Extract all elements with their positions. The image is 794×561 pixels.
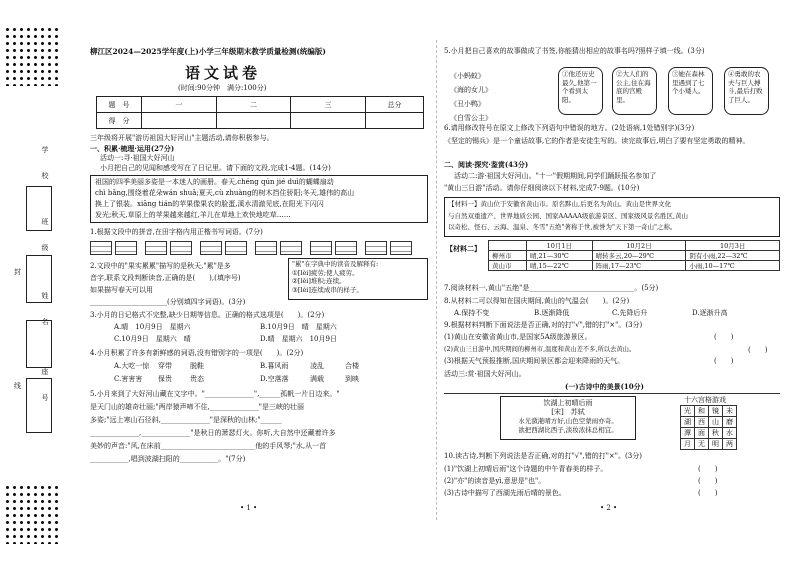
- passage-line: 祖国的四季美丽多姿是一本迷人的画册。春天,chéng qún jié duì的蝴蝶扇动: [95, 178, 334, 186]
- writing-grid-cell[interactable]: [200, 241, 222, 255]
- intro-text: 三年级将开展"游历祖国大好河山"主题活动,请你积极参与。: [90, 134, 274, 142]
- line-mark: 线: [14, 382, 21, 390]
- exam-title: 柳江区2024—2025学年度(上)小学三年级期末教学质量检测(统编版): [90, 47, 326, 56]
- q4-word: 到映: [345, 375, 359, 383]
- weather-row: [489, 251, 780, 261]
- q4-word: 贵态: [190, 375, 204, 383]
- grid-cell[interactable]: 磨: [723, 417, 737, 428]
- weather-cell: 阴有小雨,22—32℃: [686, 251, 780, 261]
- writing-grid-cell[interactable]: [280, 241, 302, 255]
- dict-line: ①[lèi]疲劳;使人疲劳。: [292, 268, 359, 277]
- q6-sentence[interactable]: 《坚定的锡兵》是一个童话故事,它的作者是安徒生写的。读完故事后,明白了要有坚定勇敢的精神。: [444, 137, 750, 145]
- passage-line: 发光;秋天,草原上的苹果越来越红,羊儿在草地上欢快地吃草……: [95, 211, 291, 219]
- grid-cell[interactable]: 无: [695, 439, 709, 450]
- grid-cell[interactable]: 秋: [709, 428, 723, 439]
- poem-line: 欲把西湖比西子,淡妆浓抹总相宜。: [518, 425, 618, 434]
- writing-grid-cell[interactable]: [115, 241, 137, 255]
- score-table: [96, 96, 424, 129]
- q3-option-c[interactable]: C.10月9日 星期六 晴: [114, 335, 191, 343]
- name-field[interactable]: [26, 320, 52, 368]
- q1-text: 1.根据文段中的拼音,在田字格内用正楷书写词语。(7分): [90, 228, 263, 236]
- writing-grid-cell[interactable]: [90, 241, 112, 255]
- grid-cell[interactable]: 和: [695, 406, 709, 417]
- page-divider: [436, 40, 438, 520]
- q8-option-b[interactable]: B.逐渐降低: [534, 309, 570, 317]
- sixteen-grid: [680, 405, 737, 450]
- weather-city: 柳州市: [489, 251, 527, 261]
- q4-word: 满载: [310, 375, 324, 383]
- weather-date: 10月2日: [592, 241, 686, 251]
- dict-line: "累"在字典中的读音及解释有:: [292, 260, 379, 268]
- weather-cell: 小雨,10—17℃: [686, 261, 780, 271]
- poem-author: [宋] 苏轼: [551, 408, 585, 416]
- q4-word: 穿带: [158, 362, 172, 370]
- q6-text: 6.请用修改符号在原文上修改下列语句中错误的地方。(2处语病,1处错别字)(3分): [444, 124, 695, 132]
- subject-title: 语文试卷: [185, 64, 262, 82]
- q8-text: 8.从材料二可以得知在国庆期间,黄山的气温会( )。(2分): [444, 297, 630, 305]
- bookmark-card[interactable]: ①他还历史最久,他第一个看到太阳。: [558, 67, 603, 115]
- score-col-1: 一: [142, 97, 217, 113]
- time-score: (时间:90分钟 满分:100分): [178, 84, 267, 92]
- q9-item: (1)黄山在安徽省黄山市,是国家5A级旅游景区。: [444, 333, 592, 341]
- material1-line: 与自然双重遗产、世界地质公园、国家AAAAA级旅游景区、国家级风景名胜区,黄山: [448, 211, 689, 220]
- weather-date: 10月1日: [526, 241, 592, 251]
- grid-cell[interactable]: 未: [723, 406, 737, 417]
- weather-city: 黄山市: [489, 261, 527, 271]
- answer-blank[interactable]: ( ): [698, 489, 718, 497]
- seat-label: 座 号: [41, 368, 49, 407]
- passage-line: 换上了银装。xiāng tián的苹果像果农的脸蛋,溪水清澈见底,在阳光下闪闪: [95, 200, 324, 208]
- activity1-title: 活动一:寻·祖国大好河山: [100, 154, 175, 162]
- grid-cell[interactable]: 光: [681, 406, 695, 417]
- seat-field[interactable]: [26, 378, 52, 433]
- score-row-label: 得 分: [97, 113, 142, 129]
- score-col-total: 总分: [366, 97, 424, 113]
- q8-option-c[interactable]: C.先降后升: [612, 309, 648, 317]
- q5b-text: 5.小月把自己喜欢的故事做成了书签,你能猜出相应的故事名吗?照样子填一线。(3分): [444, 47, 705, 55]
- score-cell[interactable]: [291, 113, 366, 129]
- grid-cell[interactable]: 面: [695, 428, 709, 439]
- score-table-header: [97, 97, 424, 113]
- q10-item: (1)"饮湖上初晴后雨"这个诗题的中午青春美的样子。: [444, 465, 608, 473]
- q5-line: 美妙的声音:"风,在床前___________________________他的手风琴;"水,从一首: [90, 442, 327, 450]
- pinyin-grid-row: [90, 240, 430, 259]
- class-label: 班 级: [41, 218, 49, 257]
- q4-word: 凌乱: [310, 362, 324, 370]
- q4-option-a[interactable]: A.大吃一惊: [114, 362, 150, 370]
- q3-option-b[interactable]: B.10月9日 晴 星期六: [260, 323, 337, 331]
- writing-grid-cell[interactable]: [310, 241, 332, 255]
- activity3-title: 活动三:赏·祖国大好河山。: [444, 370, 526, 378]
- grid-game-title: 十六宫格游戏: [684, 396, 726, 404]
- q4-word: 脱鞋: [190, 362, 204, 370]
- writing-grid-cell[interactable]: [225, 241, 247, 255]
- weather-cell: 晴,21—30℃: [526, 251, 592, 261]
- section1-title: 一、积累·梳理·运用(27分): [90, 144, 175, 153]
- writing-grid-cell[interactable]: [390, 241, 412, 255]
- q3-option-d[interactable]: D.晴 星期六 10月9日: [260, 335, 337, 343]
- weather-corner: [489, 241, 527, 251]
- poem-line: 水光潋滟晴方好,山色空蒙雨亦奇。: [518, 417, 618, 425]
- score-cell[interactable]: [216, 113, 291, 129]
- binding-dots-bottom: [4, 484, 62, 544]
- poem-title: 饮湖上初晴后雨: [543, 399, 593, 407]
- school-label: 学 校: [41, 146, 49, 185]
- weather-cell: 晴,15—22℃: [526, 261, 592, 271]
- answer-blank[interactable]: ( ): [714, 357, 734, 365]
- q4-text: 4.小月积累了许多有新鲜感的词语,没有错别字的一项是( )。(2分): [90, 349, 304, 357]
- grid-cell[interactable]: 两: [723, 439, 737, 450]
- weather-date: 10月3日: [686, 241, 780, 251]
- bookmark-card[interactable]: ③她在森林里遇到了七个小矮人。: [668, 67, 713, 115]
- q10-text: 10.读古诗,判断下列说法是否正确,对的打"√",错的打"×"。(3分): [444, 452, 642, 460]
- activity2-line: "黄山三日游"活动。请你仔细阅读以下材料,完成7-9题。(10分): [444, 184, 640, 192]
- q3-option-a[interactable]: A.晴 10月9日 星期六: [114, 323, 191, 331]
- grid-cell[interactable]: 山: [709, 417, 723, 428]
- writing-grid-cell[interactable]: [170, 241, 192, 255]
- story-title: 《丑小鸭》: [450, 100, 485, 108]
- q2-line: ______________________(分别填四字词语)。(3分): [90, 298, 246, 306]
- activity2-line: 活动二:游·祖国大好河山。"十一"假期期间,同学们踊跃报名参加了: [454, 172, 657, 180]
- weather-table: [488, 240, 780, 271]
- answer-blank[interactable]: ( ): [714, 333, 734, 341]
- name-label: 姓 名: [41, 292, 49, 331]
- q10-item: (3)古诗中描写了西湖先雨后晴的景色。: [444, 489, 566, 497]
- grid-cell[interactable]: 水: [723, 428, 737, 439]
- q8-option-d[interactable]: D.逐渐升高: [692, 309, 728, 317]
- writing-grid-cell[interactable]: [335, 241, 357, 255]
- writing-grid-cell[interactable]: [365, 241, 387, 255]
- q9-text: 9.根据材料判断下面说法是否正确,对的打"√",错的打"×"。(3分): [444, 321, 643, 329]
- grid-cell[interactable]: 明: [709, 439, 723, 450]
- q5-head: 5.小月来到了大好河山藏在文字中。"______________",______孤帆一片日边来。": [90, 390, 340, 398]
- answer-blank[interactable]: ( ): [698, 477, 718, 485]
- poem-box: [500, 396, 636, 440]
- binding-dots-top: [4, 26, 62, 86]
- q4-word: 保贵: [158, 375, 172, 383]
- score-cell[interactable]: [366, 113, 424, 129]
- page-number-2: • 2 •: [600, 504, 618, 512]
- material1-line: 【材料一】黄山位于安徽省黄山市。原名黟山,后更名为黄山。黄山是世界文化: [448, 200, 672, 208]
- weather-cell: 阵雨,17—23℃: [592, 261, 686, 271]
- material2-label: 【材料二】: [446, 244, 481, 253]
- grid-cell[interactable]: 湖: [681, 417, 695, 428]
- weather-row: [489, 261, 780, 271]
- q5-line: ___________,唱到波湖扫阳的___________。"(7分): [90, 455, 246, 463]
- grid-cell[interactable]: 镜: [709, 406, 723, 417]
- q5-line: 是天门山的雄奇壮丽;"两岸猿声啼不住,______________"是三峡的壮丽: [90, 403, 305, 411]
- grid-cell[interactable]: 西: [695, 417, 709, 428]
- q2-line: 音字,联系文段判断读音,正确的是( ),(填序号): [90, 274, 241, 282]
- q9-item: (3)根据天气预报推断,国庆期间景区都会迎来降雨的天气。: [444, 357, 625, 365]
- story-title: 《小蚂蚁》: [450, 72, 485, 80]
- section-rule: [444, 393, 780, 394]
- q4-word: 合楼: [345, 362, 359, 370]
- score-col-2: 二: [216, 97, 291, 113]
- q5-line: 多姿;"远上寒山石径斜,______________"是深秋的山林;"______: [90, 416, 282, 424]
- seal-mark: 封: [14, 268, 21, 276]
- material1-line: 以奇松、怪石、云海、温泉、冬雪"五绝"著称于世,被誉为"天下第一奇山"之称。: [448, 223, 677, 231]
- q3-text: 3.小月的日记格式不完整,缺少日期等信息。正确的格式选项是( )。(2分): [90, 311, 325, 319]
- q9-item: (2)黄山三日游中,国庆期间的柳州市,温度和黄山差不多,所以去黄山。: [444, 346, 636, 353]
- q10-item: (2)"亦"的读音是yì,意思是"也"。: [444, 477, 546, 485]
- q4-option-b[interactable]: B.暮风雨: [260, 362, 289, 370]
- answer-blank[interactable]: ( ): [748, 346, 768, 354]
- bookmark-card[interactable]: ④勇敢的农夫与巨人搏斗,最后打败了巨人。: [724, 67, 769, 115]
- score-col-3: 三: [291, 97, 366, 113]
- q2-line: 2.文段中的"果实累累"描写的是秋天,"累"是多: [90, 262, 231, 270]
- grid-cell[interactable]: 潭: [681, 428, 695, 439]
- poem-section-title: (一)古诗中的美景(10分): [565, 382, 644, 391]
- score-cell[interactable]: [142, 113, 217, 129]
- page-number-1: • 1 •: [240, 504, 258, 512]
- q8-option-a[interactable]: A.保持不变: [454, 309, 490, 317]
- weather-header: [489, 241, 780, 251]
- material1-box: [444, 197, 780, 237]
- diary-passage: [90, 175, 428, 223]
- q5-line: ______________,______________"是秋日的萧瑟灯火。你听,大自然中还藏着许多: [90, 429, 336, 437]
- q4-option-d[interactable]: D.空落落: [260, 375, 289, 383]
- q4-option-c[interactable]: C.害害害: [114, 375, 143, 383]
- grid-cell[interactable]: 月: [681, 439, 695, 450]
- writing-grid-cell[interactable]: [255, 241, 277, 255]
- bookmark-card[interactable]: ②大人们的公主,住在海底的宫殿里。: [612, 67, 657, 115]
- dict-line: ③[léi]连续成串的样子。: [292, 285, 363, 294]
- q2-line: 如果描写春天可以用: [90, 286, 153, 294]
- story-title: 《海的女儿》: [450, 86, 492, 94]
- weather-cell: 晴转多云,20—29℃: [592, 251, 686, 261]
- passage-line: chì bǎng,围绕着花朵wán shuǎ;夏天,cù zhuàng的树木挡住骄阳;冬天,雄伟的高山: [95, 189, 355, 197]
- section2-title: 二、阅读·探究·鉴赏(43分): [444, 160, 529, 169]
- q7-text: 7.阅读材料一,黄山"五绝"是______________________________。(5分): [444, 284, 659, 292]
- dict-line: ②[lěi]堆积;连续。: [292, 277, 346, 285]
- writing-grid-cell[interactable]: [145, 241, 167, 255]
- dictionary-box: [288, 258, 428, 300]
- answer-blank[interactable]: ( ): [698, 465, 718, 473]
- score-table-row: [97, 113, 424, 129]
- story-title: 《白雪公主》: [450, 114, 492, 122]
- score-col-label: 题 号: [97, 97, 142, 113]
- task-intro: 小月把自己的见闻和感受写在了日记里。请下面的文段,完成1-4题。(14分): [100, 164, 331, 172]
